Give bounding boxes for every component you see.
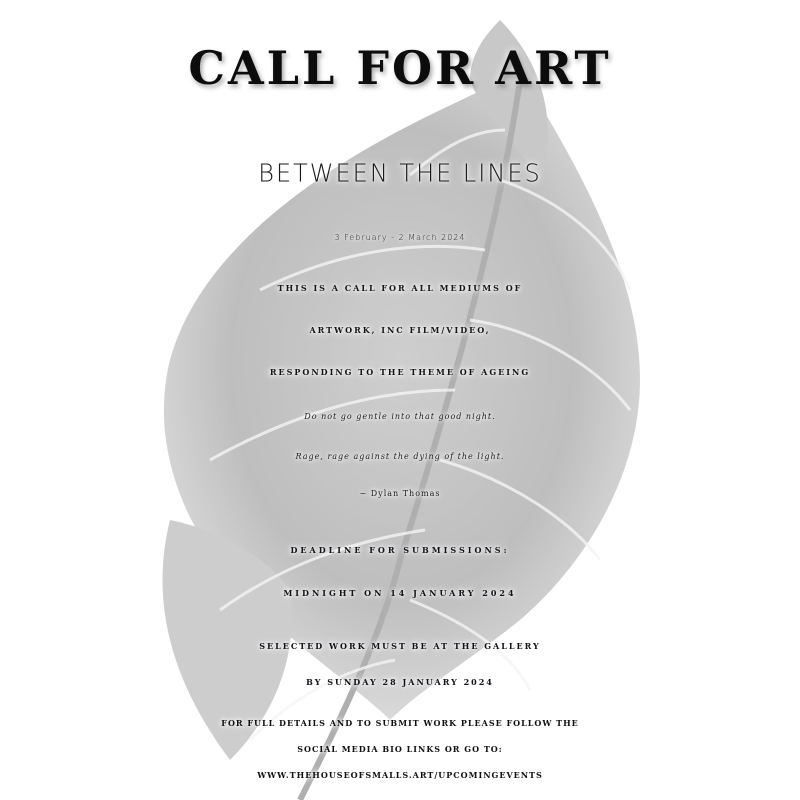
deadline-line: MIDNIGHT ON 14 JANUARY 2024 — [283, 588, 517, 598]
footer-line: FOR FULL DETAILS AND TO SUBMIT WORK PLEASE FOLLOW THE — [221, 718, 579, 728]
call-line: RESPONDING TO THE THEME OF AGEING — [269, 367, 531, 377]
website-url: WWW.THEHOUSEOFSMALLS.ART/UPCOMINGEVENTS — [257, 770, 543, 780]
quote-line: Do not go gentle into that good night. — [304, 412, 496, 421]
quote-line: Rage, rage against the dying of the light. — [295, 452, 505, 461]
poster-subtitle: BETWEEN THE LINES — [258, 158, 542, 188]
quote-attribution: ~ Dylan Thomas — [359, 489, 441, 498]
call-line: ARTWORK, INC FILM/VIDEO, — [309, 325, 491, 335]
event-dates: 3 February - 2 March 2024 — [334, 233, 466, 242]
poster-title: CALL FOR ART — [188, 41, 612, 95]
footer-line: SOCIAL MEDIA BIO LINKS OR GO TO: — [297, 744, 503, 754]
delivery-line: SELECTED WORK MUST BE AT THE GALLERY — [259, 641, 541, 651]
call-line: THIS IS A CALL FOR ALL MEDIUMS OF — [277, 283, 523, 293]
deadline-line: DEADLINE FOR SUBMISSIONS: — [290, 545, 510, 555]
delivery-line: BY SUNDAY 28 JANUARY 2024 — [306, 677, 494, 687]
